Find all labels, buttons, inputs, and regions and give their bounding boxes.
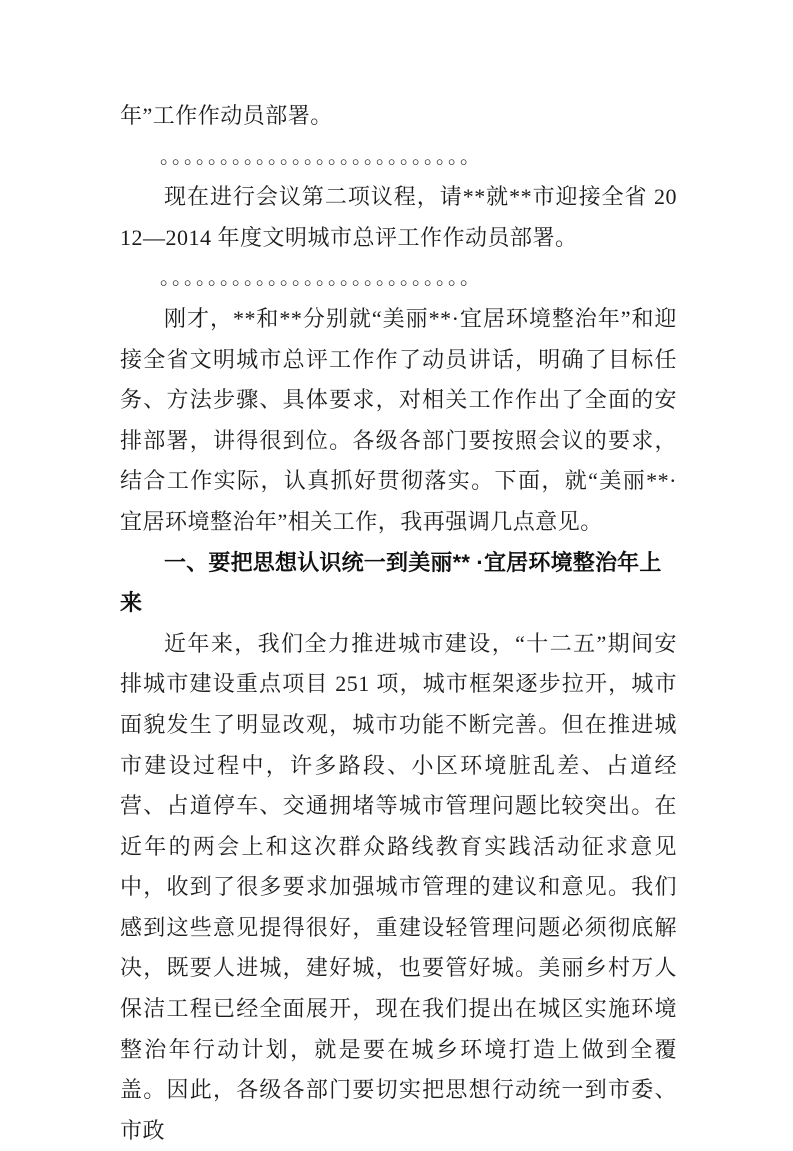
paragraph: 年”工作作动员部署。 xyxy=(120,103,333,128)
paragraph: 近年来，我们全力推进城市建设，“十二五”期间安排城市建设重点项目 251 项，城市框架逐步拉开，城市面貌发生了明显改观，城市功能不断完善。但在推进城市建设过程中，许多路段、小区环境脏乱差、占道经营、占道停车、交通拥堵等城市管理问题比较突出。在近年的两会上和这次群众路线教育实践活动征求意见中，收到了很多要求加强城市管理的建议和意见。我们感到这些意见提得很好，重建设轻管理问题必须彻底解决，既要人进城，建好城，也要管好城。美丽乡村万人保洁工程已经全面展开，现在我们提出在城区实施环境整治年行动计划，就是要在城乡环境打造上做到全覆盖。因此，各级各部门要切实把思想行动统一到市委、市政 xyxy=(120,630,677,1143)
paragraph: 现在进行会议第二项议程，请**就**市迎接全省 2012—2014 年度文明城市总评工作作动员部署。 xyxy=(120,184,677,250)
paragraph: 刚才，**和**分别就“美丽**·宜居环境整治年”和迎接全省文明城市总评工作作了动员讲话，明确了目标任务、方法步骤、具体要求，对相关工作作出了全面的安排部署，讲得很到位。各级各部门要按照会议的要求，结合工作实际，认真抓好贯彻落实。下面，就“美丽**·宜居环境整治年”相关工作，我再强调几点意见。 xyxy=(120,305,677,534)
ellipsis-separator-line: ｡｡｡｡｡｡｡｡｡｡｡｡｡｡｡｡｡｡｡｡｡｡｡｡｡｡ xyxy=(160,145,472,168)
ellipsis-separator-line: ｡｡｡｡｡｡｡｡｡｡｡｡｡｡｡｡｡｡｡｡｡｡｡｡｡｡ xyxy=(160,267,472,290)
document-content xyxy=(120,96,677,1151)
section-heading: 一、要把思想认识统一到美丽** ·宜居环境整治年上来 xyxy=(120,549,662,616)
